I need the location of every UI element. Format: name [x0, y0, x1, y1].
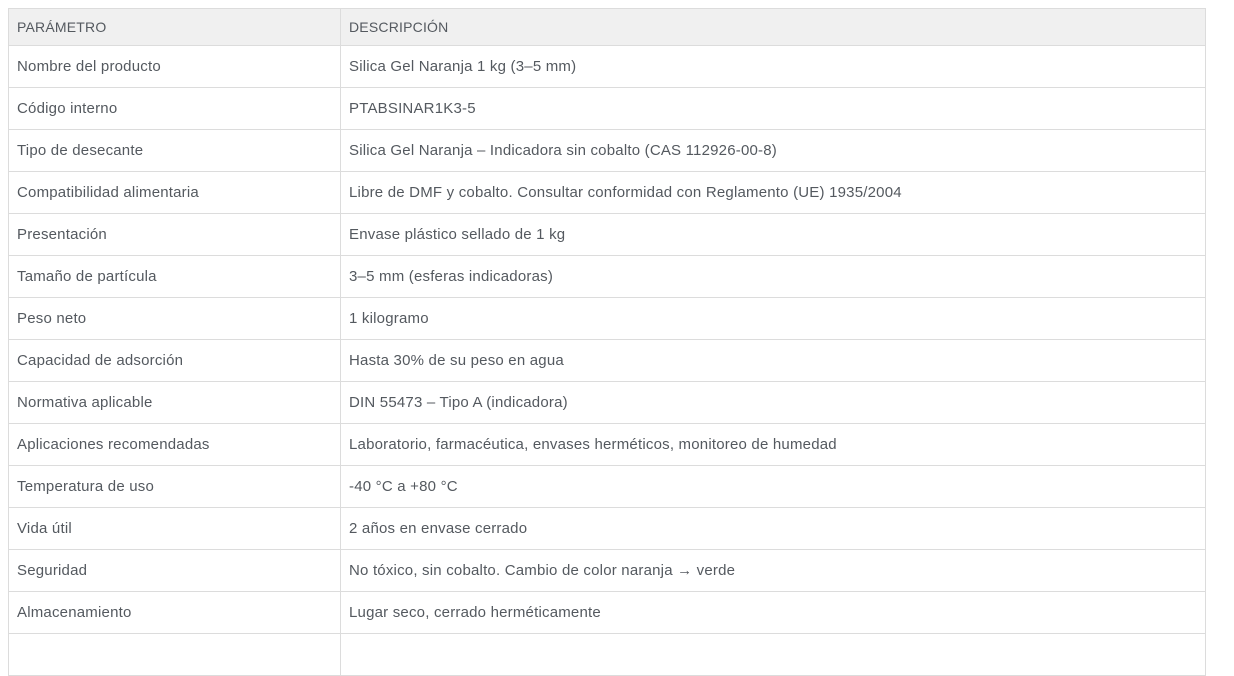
- desc-cell: Envase plástico sellado de 1 kg: [341, 214, 1206, 256]
- desc-cell: PTABSINAR1K3-5: [341, 88, 1206, 130]
- param-cell: Peso neto: [9, 298, 341, 340]
- table-row: [9, 214, 1206, 256]
- table-row: [9, 592, 1206, 634]
- table-row: [9, 46, 1206, 88]
- table-row: [9, 340, 1206, 382]
- table-row: [9, 424, 1206, 466]
- param-cell: Almacenamiento: [9, 592, 341, 634]
- table-header-row: [9, 9, 1206, 46]
- param-cell: Vida útil: [9, 508, 341, 550]
- desc-cell: DIN 55473 – Tipo A (indicadora): [341, 382, 1206, 424]
- table-row: [9, 382, 1206, 424]
- param-cell: Capacidad de adsorción: [9, 340, 341, 382]
- desc-cell: 3–5 mm (esferas indicadoras): [341, 256, 1206, 298]
- desc-cell: Lugar seco, cerrado herméticamente: [341, 592, 1206, 634]
- desc-header: DESCRIPCIÓN: [341, 9, 1206, 46]
- table-row: [9, 130, 1206, 172]
- param-cell: Compatibilidad alimentaria: [9, 172, 341, 214]
- table-row: [9, 172, 1206, 214]
- param-cell: Tamaño de partícula: [9, 256, 341, 298]
- spec-table: [8, 8, 1206, 676]
- desc-cell: -40 °C a +80 °C: [341, 466, 1206, 508]
- desc-cell: No tóxico, sin cobalto. Cambio de color naranja → verde: [341, 550, 1206, 592]
- param-header: PARÁMETRO: [9, 9, 341, 46]
- desc-cell: Libre de DMF y cobalto. Consultar conformidad con Reglamento (UE) 1935/2004: [341, 172, 1206, 214]
- param-cell: Código interno: [9, 88, 341, 130]
- desc-cell: Hasta 30% de su peso en agua: [341, 340, 1206, 382]
- table-row: [9, 550, 1206, 592]
- table-row: [9, 256, 1206, 298]
- desc-cell: [341, 634, 1206, 676]
- param-cell: Temperatura de uso: [9, 466, 341, 508]
- param-cell: Presentación: [9, 214, 341, 256]
- desc-cell: Silica Gel Naranja 1 kg (3–5 mm): [341, 46, 1206, 88]
- table-row: [9, 88, 1206, 130]
- table-row: [9, 466, 1206, 508]
- desc-cell: 1 kilogramo: [341, 298, 1206, 340]
- desc-cell: Laboratorio, farmacéutica, envases herméticos, monitoreo de humedad: [341, 424, 1206, 466]
- table-row: [9, 508, 1206, 550]
- param-cell: Nombre del producto: [9, 46, 341, 88]
- param-cell: Tipo de desecante: [9, 130, 341, 172]
- param-cell: Normativa aplicable: [9, 382, 341, 424]
- table-row-partial: [9, 634, 1206, 676]
- desc-cell: Silica Gel Naranja – Indicadora sin cobalto (CAS 112926-00-8): [341, 130, 1206, 172]
- desc-cell: 2 años en envase cerrado: [341, 508, 1206, 550]
- param-cell: [9, 634, 341, 676]
- table-row: [9, 298, 1206, 340]
- param-cell: Aplicaciones recomendadas: [9, 424, 341, 466]
- param-cell: Seguridad: [9, 550, 341, 592]
